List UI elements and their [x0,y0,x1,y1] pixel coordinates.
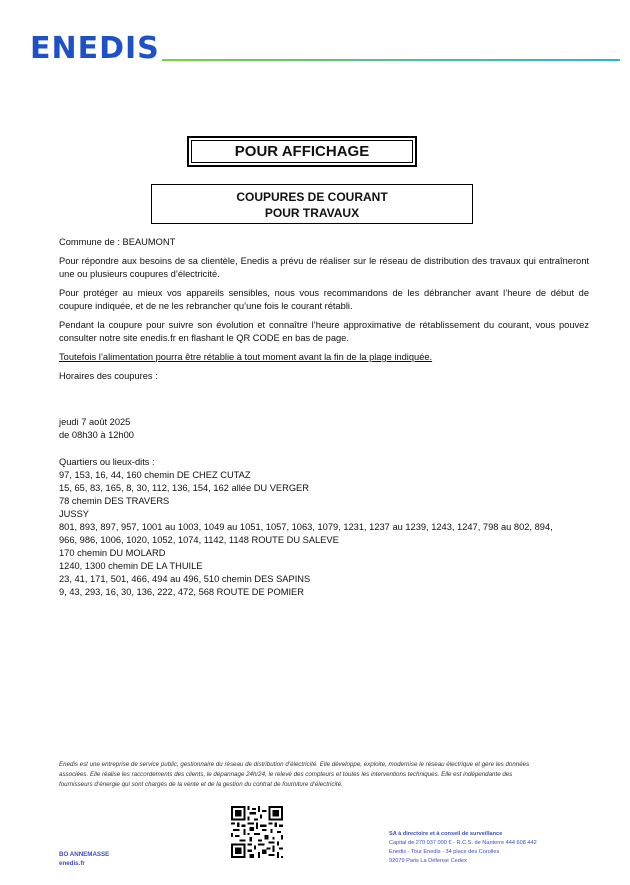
list-item: 15, 65, 83, 165, 8, 30, 112, 136, 154, 162 allée DU VERGER [59,483,309,493]
footer-description [59,760,579,790]
coupures-title-line2: POUR TRAVAUX [264,206,360,220]
list-item: 23, 41, 171, 501, 466, 494 au 496, 510 chemin DES SAPINS [59,574,311,584]
list-item: 1240, 1300 chemin DE LA THUILE [59,561,203,571]
enedis-logo [30,30,160,64]
legal-line: Capital de 270 037 000 € - R.C.S. de Nanterre 444 608 442 [389,840,537,846]
affichage-box [187,136,417,167]
list-item: 9, 43, 293, 16, 30, 136, 222, 472, 568 ROUTE DE POMIER [59,587,304,597]
logo-underline [162,59,620,61]
paragraph-besoins: Pour répondre aux besoins de sa clientèle, Enedis a prévu de réaliser sur le réseau de distribution des travaux qui entraîneront une ou plusieurs coupures d’électricité. [59,256,589,279]
notice-body [59,236,589,599]
quartiers-list [59,469,589,599]
footer-line: fournisseurs d’énergie qui sont chargés de la vente et de la gestion du contrat de fourniture d’électricité. [59,781,343,788]
list-item: JUSSY [59,509,89,519]
paragraph-suivi: Pendant la coupure pour suivre son évolution et connaître l’heure approximative de rétablissement du courant, vous pouvez consulter notre site enedis.fr en flashant le QR CODE en bas de page. [59,320,589,343]
list-item: 78 chemin DES TRAVERS [59,496,170,506]
logo-text: ENEDIS [30,31,160,66]
list-item: 170 chemin DU MOLARD [59,548,166,558]
coupure-date: jeudi 7 août 2025 [59,417,131,427]
website-link[interactable]: enedis.fr [59,860,85,867]
list-item: 966, 986, 1006, 1020, 1052, 1074, 1142, 1148 ROUTE DU SALEVE [59,535,339,545]
legal-info [389,830,589,866]
quartiers-label: Quartiers ou lieux-dits : [59,457,155,467]
commune-line: Commune de : BEAUMONT [59,237,176,247]
paragraph-retablissement: Toutefois l’alimentation pourra être rétablie à tout moment avant la fin de la plage indiquée. [59,352,433,362]
coupures-box [151,184,473,224]
paragraph-protection: Pour protéger au mieux vos appareils sensibles, nous vous recommandons de les débrancher avant l’heure de début de coupure indiquée, et de ne les rebrancher qu’une fois le courant rétabli. [59,288,589,311]
legal-line: Enedis - Tour Enedis - 34 place des Corolles [389,849,500,855]
legal-line: SA à directoire et à conseil de surveillance [389,831,503,837]
coupure-time: de 08h30 à 12h00 [59,430,134,440]
list-item: 801, 893, 897, 957, 1001 au 1003, 1049 au 1051, 1057, 1063, 1079, 1231, 1237 au 1239, 1243, 1247, 798 au 802, 894, [59,522,553,532]
horaires-label: Horaires des coupures : [59,371,158,381]
qr-code-icon[interactable] [231,806,283,858]
office-name: BO ANNEMASSE [59,851,110,858]
legal-line: 92079 Paris La Défense Cedex [389,858,467,864]
footer-line: associées. Elle réalise les raccordements des clients, le dépannage 24h/24, le relevé des compteurs et toutes les interventions techniques. Elle est indépendante des [59,771,513,778]
coupures-title-line1: COUPURES DE COURANT [236,190,388,204]
footer-line: Enedis est une entreprise de service public, gestionnaire du réseau de distribution d’électricité. Elle développe, exploite, modernise le réseau électrique et gère les données [59,761,530,768]
office-info [59,850,109,868]
affichage-title: POUR AFFICHAGE [191,140,413,163]
list-item: 97, 153, 16, 44, 160 chemin DE CHEZ CUTAZ [59,470,251,480]
